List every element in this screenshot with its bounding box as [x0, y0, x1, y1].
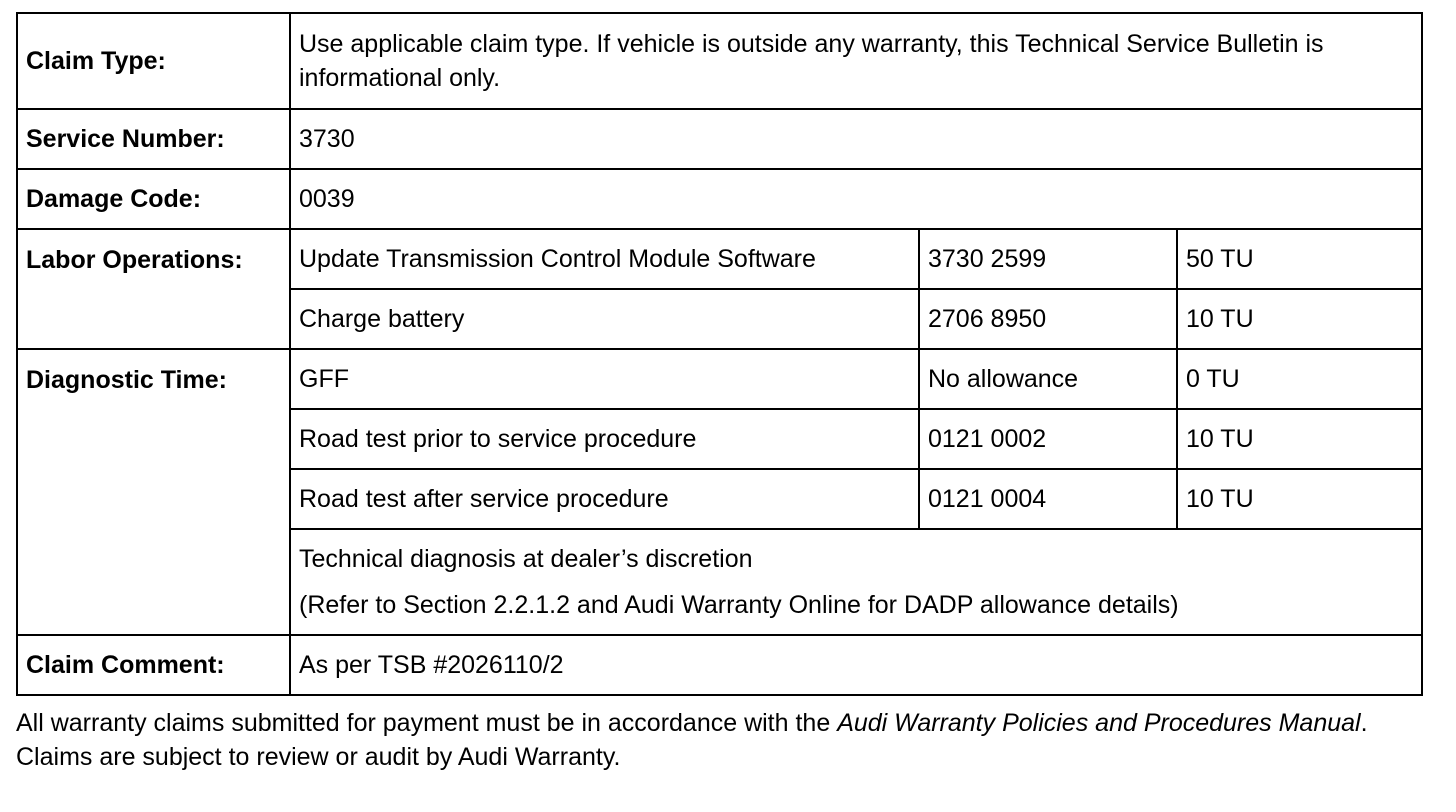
warranty-document	[16, 12, 1421, 799]
technical-diagnosis-note: Technical diagnosis at dealer’s discretion	[299, 545, 753, 573]
claim-table	[16, 12, 1423, 696]
warranty-footer-note	[16, 706, 1416, 774]
damage-code-value: 0039	[290, 169, 1422, 229]
diagnostic-description: GFF	[290, 349, 919, 409]
labor-operation-description: Update Transmission Control Module Software	[290, 229, 919, 289]
diagnostic-time: 10 TU	[1177, 469, 1422, 529]
diagnostic-code: 0121 0004	[919, 469, 1177, 529]
diagnostic-time-row	[17, 349, 1422, 409]
labor-operation-description: Charge battery	[290, 289, 919, 349]
diagnostic-time-label: Diagnostic Time:	[17, 349, 290, 635]
diagnostic-description: Road test after service procedure	[290, 469, 919, 529]
claim-comment-label: Claim Comment:	[17, 635, 290, 695]
footer-text-before: All warranty claims submitted for payment must be in accordance with the	[16, 709, 838, 737]
diagnostic-code: No allowance	[919, 349, 1177, 409]
labor-operation-row	[17, 229, 1422, 289]
claim-type-label: Claim Type:	[17, 13, 290, 109]
claim-type-row	[17, 13, 1422, 109]
service-number-label: Service Number:	[17, 109, 290, 169]
service-number-row	[17, 109, 1422, 169]
diagnostic-code: 0121 0002	[919, 409, 1177, 469]
manual-title: Audi Warranty Policies and Procedures Manual	[837, 709, 1361, 737]
claim-type-value: Use applicable claim type. If vehicle is outside any warranty, this Technical Service Bulletin is informational only.	[290, 13, 1422, 109]
footer-text-after: . Claims are subject to review or audit by Audi Warranty.	[16, 709, 1368, 771]
damage-code-label: Damage Code:	[17, 169, 290, 229]
labor-operation-time: 10 TU	[1177, 289, 1422, 349]
damage-code-row	[17, 169, 1422, 229]
diagnostic-description: Road test prior to service procedure	[290, 409, 919, 469]
technical-diagnosis-reference: (Refer to Section 2.2.1.2 and Audi Warranty Online for DADP allowance details)	[299, 591, 1179, 619]
labor-operation-code: 3730 2599	[919, 229, 1177, 289]
claim-comment-row	[17, 635, 1422, 695]
claim-comment-value: As per TSB #2026110/2	[290, 635, 1422, 695]
diagnostic-time: 0 TU	[1177, 349, 1422, 409]
diagnostic-time: 10 TU	[1177, 409, 1422, 469]
labor-operation-code: 2706 8950	[919, 289, 1177, 349]
technical-diagnosis-cell	[290, 529, 1422, 635]
labor-operation-time: 50 TU	[1177, 229, 1422, 289]
labor-operations-label: Labor Operations:	[17, 229, 290, 349]
service-number-value: 3730	[290, 109, 1422, 169]
